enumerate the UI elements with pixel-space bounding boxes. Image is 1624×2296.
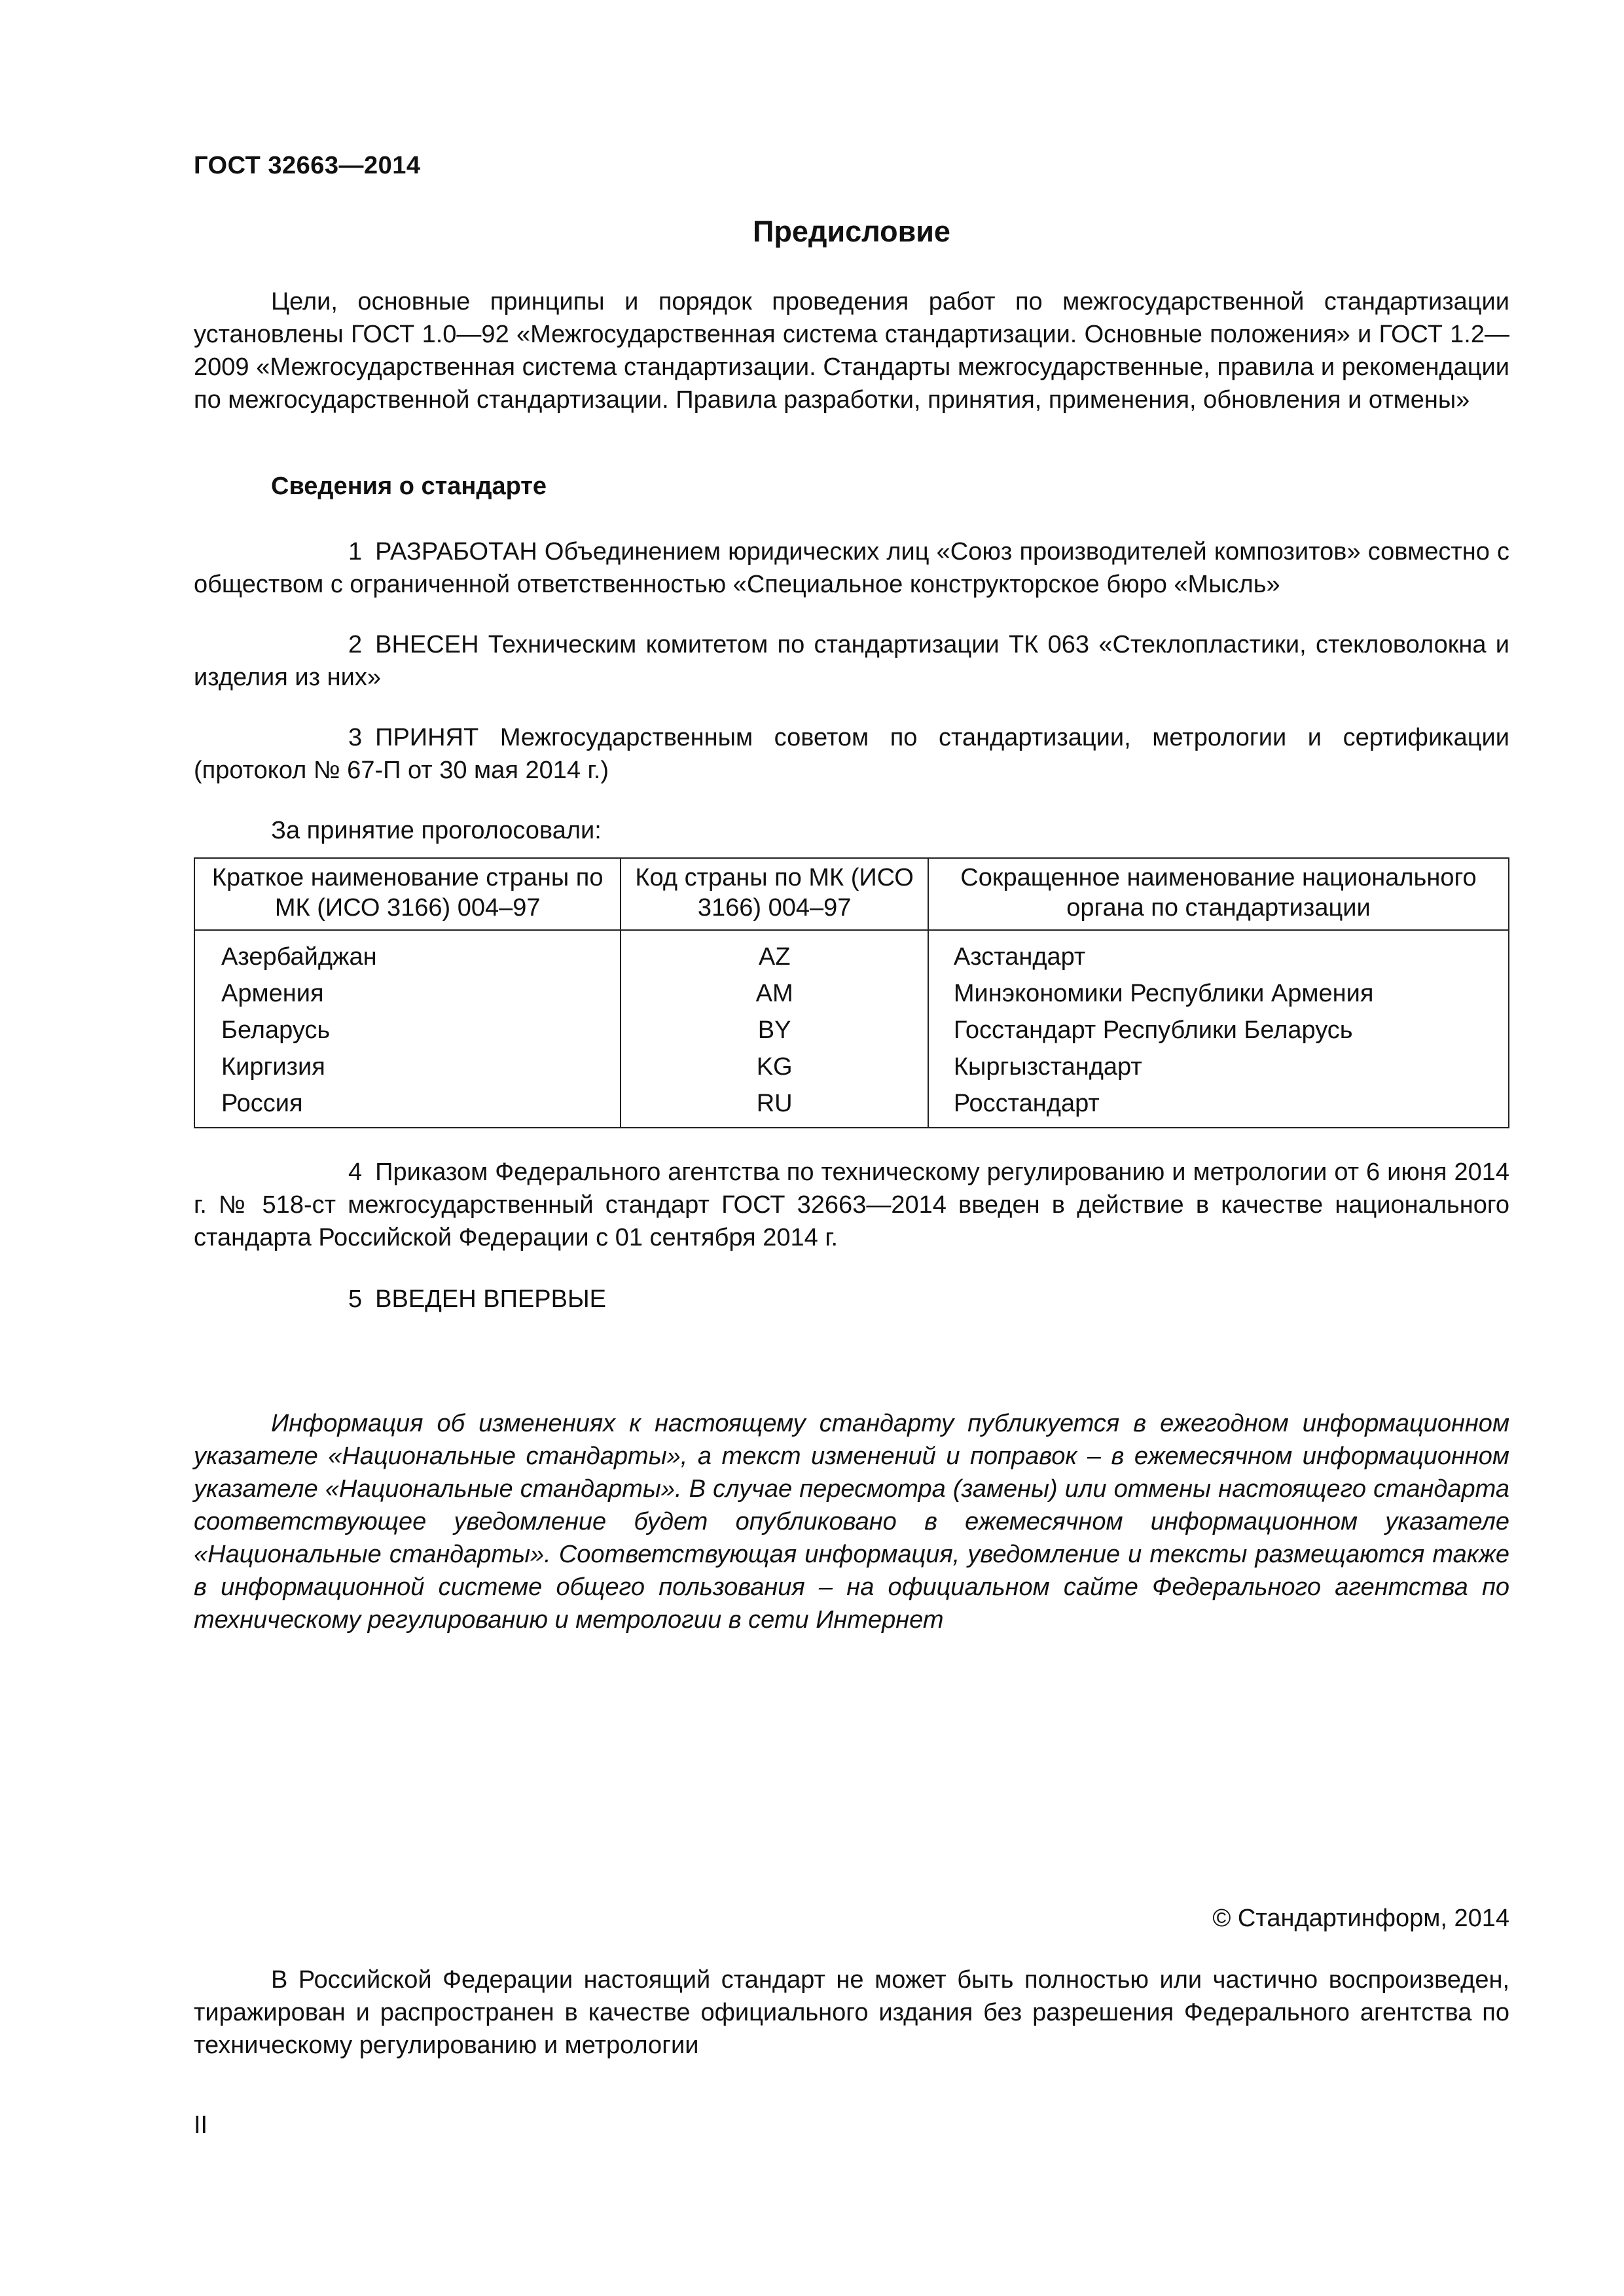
item-number: 3 [348,724,363,751]
change-notice-paragraph: Информация об изменениях к настоящему стандарту публикуется в ежегодном информационном указателе «Национальные стандарты», а текст изменений и поправок – в ежемесячном информационном указателе «Национальные стандарты». В случае пересмотра (замены) или отмены настоящего стандарта соответствующее уведомление будет опубликовано в ежемесячном информационном указателе «Национальные стандарты». Соответствующая информация, уведомление и тексты размещаются также в информационной системе общего пользования – на официальном сайте Федерального агентства по техническому регулированию и метрологии в сети Интернет [194,1410,1509,1634]
item-3 [194,721,1509,787]
reproduction-note: В Российской Федерации настоящий стандарт не может быть полностью или частично воспроизведен, тиражирован и распространен в качестве официального издания без разрешения Федерального агентства по техническому регулированию и метрологии [194,1966,1509,2059]
item-number: 2 [348,631,363,658]
intro-paragraph: Цели, основные принципы и порядок проведения работ по межгосударственной стандартизации установлены ГОСТ 1.0—92 «Межгосударственная система стандартизации. Основные положения» и ГОСТ 1.2—2009 «Межгосударственная система стандартизации. Стандарты межгосударственные, правила и рекомендации по межгосударственной стандартизации. Правила разработки, принятия, применения, обновления и отмены» [194,288,1509,414]
item-text: РАЗРАБОТАН Объединением юридических лиц «Союз производителей композитов» совместно с обществом с ограниченной ответственностью «Специальное конструкторское бюро «Мысль» [194,538,1509,598]
column-header-code: Код страны по МК (ИСО 3166) 004–97 [621,858,928,930]
vote-table-container [194,857,1509,1126]
body-cell: Азстандарт [928,930,1509,975]
item-number: 4 [348,1158,363,1186]
column-header-body: Сокращенное наименование национального органа по стандартизации [928,858,1509,930]
code-cell: RU [621,1085,928,1128]
table-row [194,975,1509,1012]
page-number: II [194,2111,208,2139]
table-row [194,1012,1509,1049]
country-cell: Беларусь [194,1012,621,1049]
copyright-line: © Стандартинформ, 2014 [1212,1905,1509,1932]
section-subheading: Сведения о стандарте [271,473,547,500]
body-cell: Госстандарт Республики Беларусь [928,1012,1509,1049]
item-2 [194,628,1509,694]
table-row [194,930,1509,975]
body-cell: Минэкономики Республики Армения [928,975,1509,1012]
column-header-country: Краткое наименование страны по МК (ИСО 3166) 004–97 [194,858,621,930]
vote-caption: За принятие проголосовали: [271,817,602,844]
item-text: ПРИНЯТ Межгосударственным советом по стандартизации, метрологии и сертификации (протокол № 67-П от 30 мая 2014 г.) [194,724,1509,784]
document-code: ГОСТ 32663—2014 [194,152,421,179]
table-row [194,1049,1509,1085]
country-cell: Азербайджан [194,930,621,975]
code-cell: AM [621,975,928,1012]
code-cell: AZ [621,930,928,975]
item-4 [194,1156,1509,1254]
country-cell: Киргизия [194,1049,621,1085]
item-text: ВНЕСЕН Техническим комитетом по стандартизации ТК 063 «Стеклопластики, стекловолокна и изделия из них» [194,631,1509,691]
country-cell: Россия [194,1085,621,1128]
table-header-row [194,858,1509,930]
item-number: 1 [348,538,363,565]
page-title: Предисловие [753,215,950,248]
country-cell: Армения [194,975,621,1012]
item-text: Приказом Федерального агентства по техническому регулированию и метрологии от 6 июня 2014 г. № 518-ст межгосударственный стандарт ГОСТ 32663—2014 введен в действие в качестве национального стандарта Российской Федерации с 01 сентября 2014 г. [194,1158,1509,1251]
body-cell: Росстандарт [928,1085,1509,1128]
item-text: ВВЕДЕН ВПЕРВЫЕ [375,1285,606,1313]
item-1 [194,535,1509,601]
item-number: 5 [348,1285,363,1313]
item-5 [194,1283,1509,1316]
code-cell: BY [621,1012,928,1049]
body-cell: Кыргызстандарт [928,1049,1509,1085]
code-cell: KG [621,1049,928,1085]
table-row [194,1085,1509,1128]
vote-table [194,857,1509,1128]
